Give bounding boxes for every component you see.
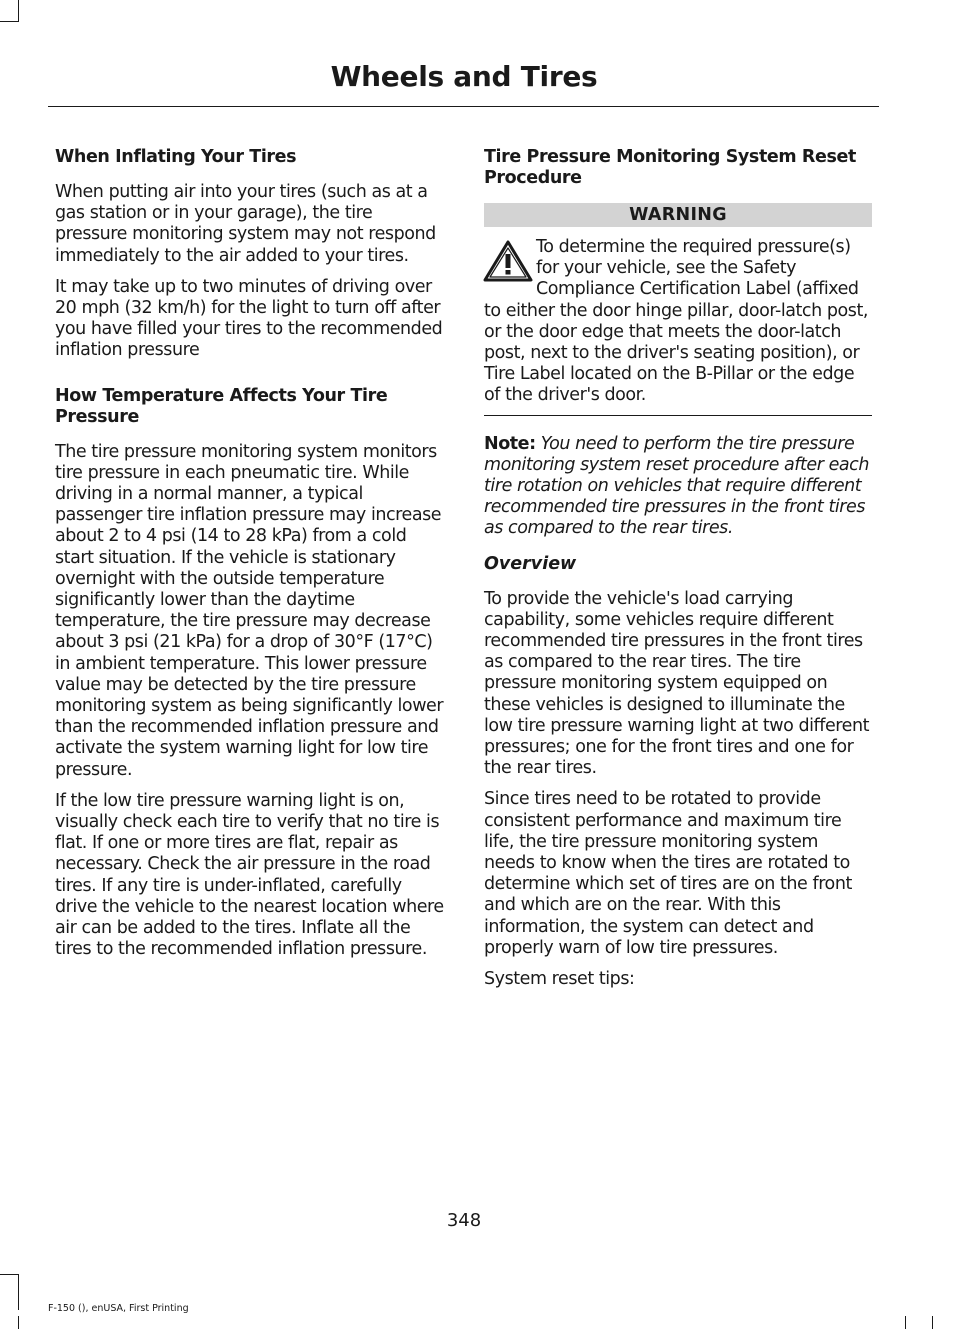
paragraph: The tire pressure monitoring system monitors tire pressure in each pneumatic tire. While driving in a normal manner, a typical passenger tire inflation pressure may increase about 2 to 4 psi (14 to 28 kPa) from a cold start situation. If the vehicle is stationary overnight with the outside temperature significantly lower than the daytime temperature, the tire pressure may decrease about 3 psi (21 kPa) for a drop of 30°F (17°C) in ambient temperature. This lower pressure value may be detected by the tire pressure monitoring system as being significantly lower than the recommended inflation pressure and activate the system warning light for low tire pressure.: [55, 441, 444, 780]
right-column: [484, 147, 872, 1000]
crop-mark: [932, 1316, 933, 1329]
page-title: Wheels and Tires: [330, 60, 598, 93]
note: [484, 434, 872, 540]
footer-printing-info: F-150 (), enUSA, First Printing: [48, 1303, 189, 1314]
paragraph: System reset tips:: [484, 969, 635, 990]
crop-mark: [0, 1274, 19, 1275]
paragraph: When putting air into your tires (such as at a gas station or in your garage), the tire pressure monitoring system may not respond immediately to the air added to your tires.: [55, 182, 436, 266]
warning-triangle-icon: [482, 239, 534, 283]
section-heading-temperature: How Temperature Affects Your Tire Pressure: [55, 385, 388, 427]
crop-mark: [18, 1274, 19, 1310]
note-label: Note:: [484, 433, 536, 454]
warning-header: WARNING: [484, 203, 872, 227]
section-heading-overview: Overview: [484, 553, 577, 574]
paragraph: To provide the vehicle's load carrying capability, some vehicles require different recommended tire pressures in the front tires as compared to the rear tires. The tire pressure monitoring system equipped on these vehicles is designed to illuminate the low tire pressure warning light at two different pressures; one for the front tires and one for the rear tires.: [484, 588, 870, 779]
crop-mark: [18, 1316, 19, 1329]
title-divider: [48, 106, 879, 107]
warning-divider: [484, 415, 872, 416]
crop-mark: [905, 1316, 906, 1329]
paragraph: If the low tire pressure warning light is on, visually check each tire to verify that no tire is flat. If one or more tires are flat, repair as necessary. Check the air pressure in the road tires. If any tire is under-inflated, carefully drive the vehicle to the nearest location where air can be added to the tires. Inflate all the tires to the recommended inflation pressure.: [55, 790, 444, 960]
paragraph: It may take up to two minutes of driving over 20 mph (32 km/h) for the light to turn off after you have filled your tires to the recommended inflation pressure: [55, 276, 443, 361]
left-column: [55, 147, 445, 971]
crop-mark: [0, 21, 19, 22]
section-heading-inflating: When Inflating Your Tires: [55, 147, 297, 167]
warning-text: To determine the required pressure(s) for your vehicle, see the Safety Compliance Certification Label (affixed to either the door hinge pillar, door-latch post, or the door edge that meets the door-latch post, next to the driver's seating position), or Tire Label located on the B-Pillar or the edge of the driver's door.: [484, 237, 868, 406]
warning-box: [484, 237, 872, 416]
crop-mark: [18, 0, 19, 22]
section-heading-reset-procedure: Tire Pressure Monitoring System Reset Procedure: [484, 147, 856, 188]
page-number: 348: [446, 1210, 482, 1231]
note-text: You need to perform the tire pressure monitoring system reset procedure after each tire rotation on vehicles that require different recommended tire pressures in the front tires as compared to the rear tires.: [484, 433, 869, 539]
paragraph: Since tires need to be rotated to provide consistent performance and maximum tire life, the tire pressure monitoring system needs to know when the tires are rotated to determine which set of tires are on the front and which are on the rear. With this information, the system can detect and properly warn of low tire pressures.: [484, 789, 852, 958]
